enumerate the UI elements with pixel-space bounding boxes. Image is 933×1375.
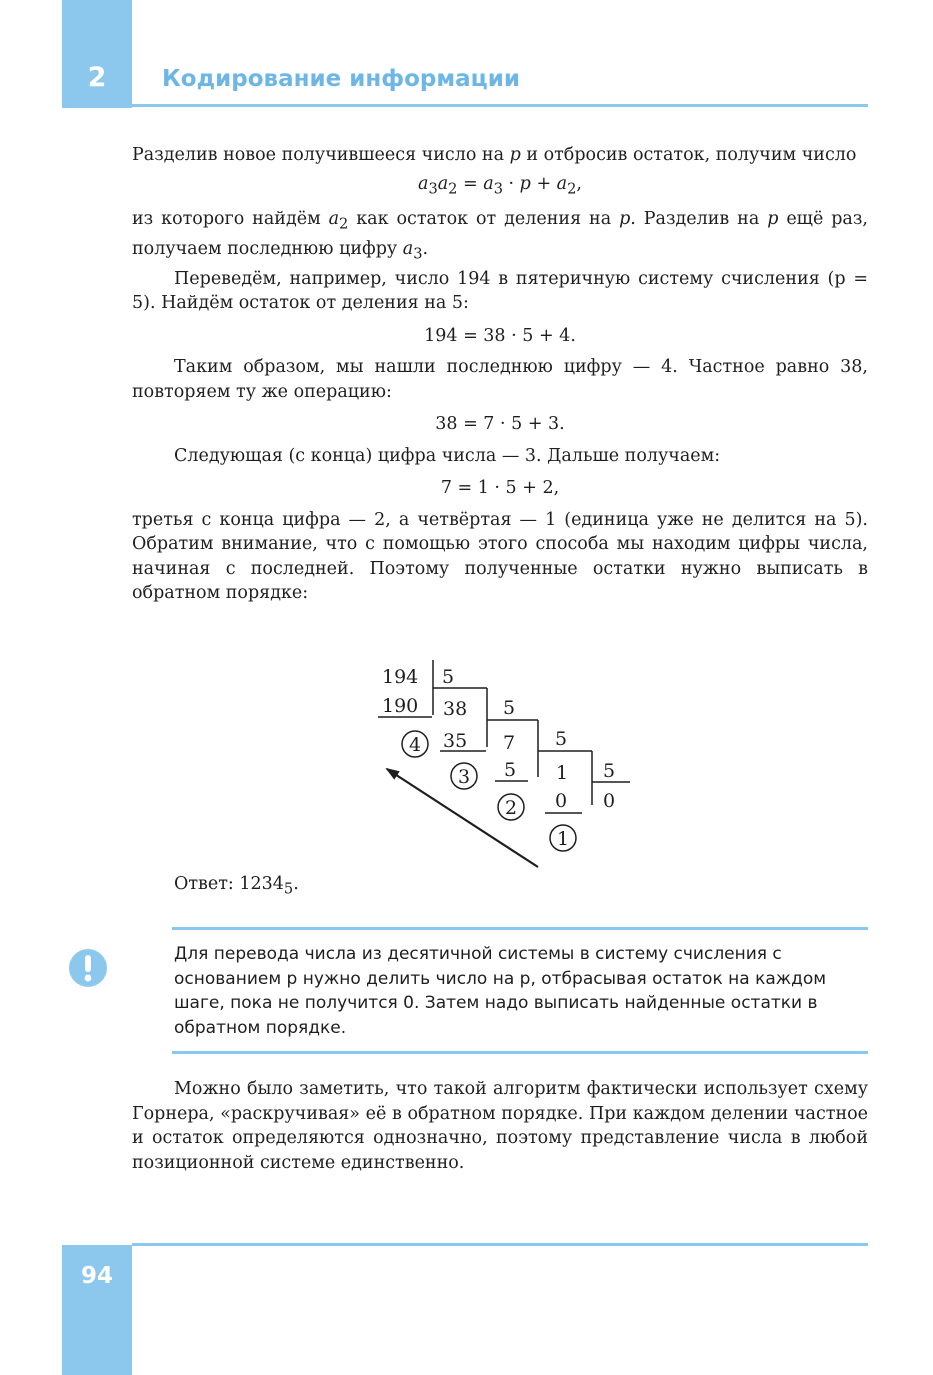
product-3: 5 — [504, 759, 517, 781]
divisor-3: 5 — [555, 728, 568, 750]
quotient-3: 1 — [556, 762, 569, 784]
paragraph-5: Следующая (с конца) цифра числа — 3. Дальше получаем: — [174, 445, 721, 466]
rule-text: Для перевода числа из десятичной системы в систему счисления с основанием p нужно делить число на p, отбрасывая остаток на каждом шаге, пока не получится 0. Затем надо выписать найденные остатки в обратном порядке. — [174, 944, 827, 1038]
page-number: 94 — [80, 1263, 113, 1289]
equation-3: 7 = 1 · 5 + 2, — [440, 478, 560, 498]
rule-box-bottom-border — [172, 1051, 868, 1054]
paragraph-3: Переведём, например, число 194 в пятеричную систему счисления (p = 5). Найдём остаток от деления на 5: — [132, 268, 868, 313]
remainder-4: 4 — [408, 734, 422, 756]
formula-a3a2: $a_3a_2 = a_3 \cdot p + a_2$, — [418, 173, 582, 197]
exclamation-icon — [68, 948, 110, 988]
paragraph-7: Можно было заметить, что такой алгоритм фактически использует схему Горнера, «раскручивая» её в обратном порядке. При каждом делении частное и остаток определяются однозначно, поэтому представление числа в любой позиционной системе единственно. — [132, 1079, 868, 1173]
quotient-4: 0 — [603, 790, 616, 812]
chapter-number: 2 — [87, 62, 107, 93]
header-rule — [132, 104, 868, 107]
footer-rule — [132, 1243, 868, 1246]
main-text-top — [132, 143, 868, 606]
divisor-1: 5 — [442, 666, 455, 688]
divisor-2: 5 — [503, 697, 516, 719]
main-text-bottom — [132, 1077, 868, 1175]
quotient-1: 38 — [443, 698, 468, 720]
remainder-3: 3 — [457, 766, 471, 788]
divisor-4: 5 — [603, 760, 616, 782]
paragraph-2: из которого найдём $a_2$ как остаток от деления на p. Разделив на p ещё раз, получаем последнюю цифру $a_3$. — [132, 208, 868, 262]
remainder-2: 2 — [504, 797, 518, 819]
product-2: 35 — [443, 730, 468, 752]
rule-box-top-border — [172, 927, 868, 930]
paragraph-1: Разделив новое получившееся число на p и отбросив остаток, получим число — [132, 145, 857, 165]
dividend: 194 — [382, 666, 419, 688]
chapter-title: Кодирование информации — [162, 66, 520, 92]
answer-block — [132, 872, 868, 902]
product-4: 0 — [555, 790, 568, 812]
quotient-2: 7 — [503, 732, 516, 754]
equation-2: 38 = 7 · 5 + 3. — [435, 414, 565, 434]
long-division-diagram — [370, 655, 640, 875]
paragraph-6: третья с конца цифра — 2, а четвёртая — 1 (единица уже не делится на 5). Обратим внимание, что с помощью этого способа мы находим цифры числа, начиная с последней. Поэтому полученные остатки нужно выписать в обратном порядке: — [132, 509, 868, 603]
answer: Ответ: $1234_5$. — [174, 874, 299, 898]
product-1: 190 — [382, 695, 419, 717]
equation-1: 194 = 38 · 5 + 4. — [424, 325, 576, 346]
paragraph-4: Таким образом, мы нашли последнюю цифру — 4. Частное равно 38, повторяем ту же операцию: — [132, 357, 868, 402]
remainder-1: 1 — [556, 828, 570, 850]
